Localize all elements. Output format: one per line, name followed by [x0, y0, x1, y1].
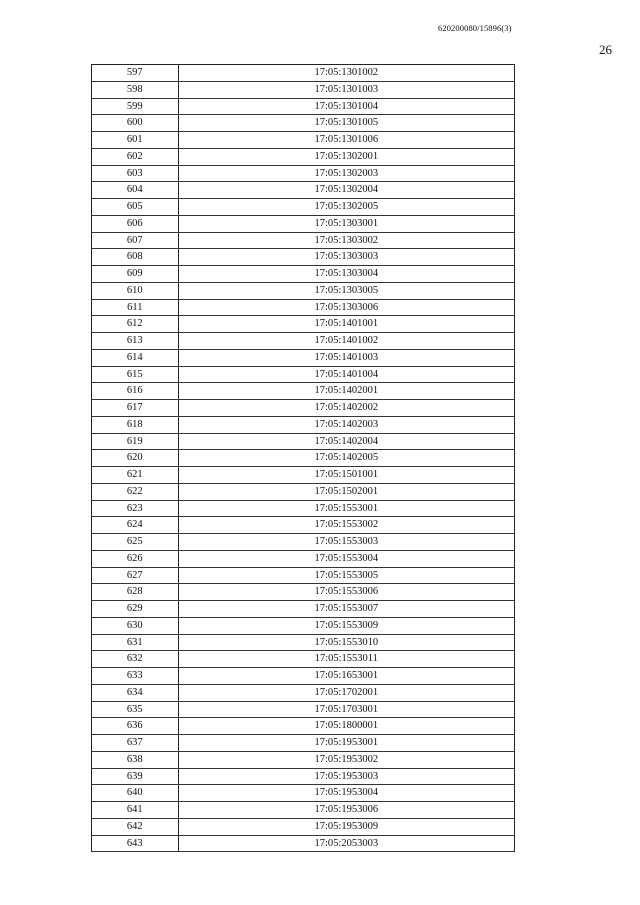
cadastral-number: 17:05:1502001	[178, 483, 514, 500]
row-number: 627	[92, 567, 179, 584]
row-number: 601	[92, 132, 179, 149]
row-number: 614	[92, 349, 179, 366]
cadastral-number: 17:05:1953002	[178, 751, 514, 768]
cadastral-number: 17:05:1302003	[178, 165, 514, 182]
cadastral-number: 17:05:1303002	[178, 232, 514, 249]
row-number: 629	[92, 601, 179, 618]
row-number: 613	[92, 333, 179, 350]
cadastral-number: 17:05:1702001	[178, 684, 514, 701]
table-row	[92, 467, 515, 484]
row-number: 643	[92, 835, 179, 852]
cadastral-number: 17:05:1553003	[178, 534, 514, 551]
cadastral-number: 17:05:2053003	[178, 835, 514, 852]
cadastral-number: 17:05:1401001	[178, 316, 514, 333]
cadastral-number: 17:05:1302001	[178, 148, 514, 165]
table-row	[92, 802, 515, 819]
cadastral-number: 17:05:1553011	[178, 651, 514, 668]
table-row	[92, 483, 515, 500]
cadastral-number: 17:05:1401003	[178, 349, 514, 366]
row-number: 616	[92, 383, 179, 400]
table-row	[92, 818, 515, 835]
cadastral-number: 17:05:1301002	[178, 65, 514, 82]
row-number: 620	[92, 450, 179, 467]
table-row	[92, 634, 515, 651]
row-number: 622	[92, 483, 179, 500]
cadastral-number: 17:05:1553007	[178, 601, 514, 618]
row-number: 618	[92, 416, 179, 433]
cadastral-number: 17:05:1953003	[178, 768, 514, 785]
cadastral-number: 17:05:1301006	[178, 132, 514, 149]
row-number: 597	[92, 65, 179, 82]
page-number: 26	[599, 42, 612, 57]
table-row	[92, 182, 515, 199]
table-row	[92, 282, 515, 299]
row-number: 608	[92, 249, 179, 266]
table-row	[92, 718, 515, 735]
table-row	[92, 785, 515, 802]
row-number: 630	[92, 617, 179, 634]
table-row	[92, 584, 515, 601]
table-row	[92, 316, 515, 333]
row-number: 598	[92, 81, 179, 98]
row-number: 633	[92, 668, 179, 685]
table-row	[92, 215, 515, 232]
cadastral-number: 17:05:1553001	[178, 500, 514, 517]
cadastral-number: 17:05:1402004	[178, 433, 514, 450]
row-number: 609	[92, 266, 179, 283]
row-number: 631	[92, 634, 179, 651]
table-row	[92, 617, 515, 634]
row-number: 602	[92, 148, 179, 165]
cadastral-number: 17:05:1553002	[178, 517, 514, 534]
table-row	[92, 735, 515, 752]
table-row	[92, 751, 515, 768]
cadastral-number: 17:05:1703001	[178, 701, 514, 718]
row-number: 623	[92, 500, 179, 517]
table-row	[92, 333, 515, 350]
row-number: 625	[92, 534, 179, 551]
row-number: 626	[92, 550, 179, 567]
cadastral-number: 17:05:1953009	[178, 818, 514, 835]
row-number: 628	[92, 584, 179, 601]
row-number: 607	[92, 232, 179, 249]
table-row	[92, 550, 515, 567]
cadastral-number: 17:05:1653001	[178, 668, 514, 685]
cadastral-number: 17:05:1303001	[178, 215, 514, 232]
cadastral-number: 17:05:1303005	[178, 282, 514, 299]
cadastral-number: 17:05:1301004	[178, 98, 514, 115]
row-number: 615	[92, 366, 179, 383]
cadastral-number: 17:05:1301005	[178, 115, 514, 132]
cadastral-number: 17:05:1553004	[178, 550, 514, 567]
table-row	[92, 517, 515, 534]
row-number: 635	[92, 701, 179, 718]
table-row	[92, 567, 515, 584]
cadastral-number: 17:05:1953004	[178, 785, 514, 802]
cadastral-number: 17:05:1402002	[178, 400, 514, 417]
table-row	[92, 81, 515, 98]
table-row	[92, 601, 515, 618]
row-number: 624	[92, 517, 179, 534]
cadastral-number: 17:05:1401002	[178, 333, 514, 350]
table-row	[92, 400, 515, 417]
cadastral-number: 17:05:1303006	[178, 299, 514, 316]
table-row	[92, 416, 515, 433]
table-row	[92, 433, 515, 450]
cadastral-number: 17:05:1953001	[178, 735, 514, 752]
row-number: 621	[92, 467, 179, 484]
table-row	[92, 249, 515, 266]
table-row	[92, 165, 515, 182]
row-number: 632	[92, 651, 179, 668]
cadastral-number: 17:05:1402005	[178, 450, 514, 467]
table-row	[92, 768, 515, 785]
table-row	[92, 266, 515, 283]
table-body	[92, 65, 515, 852]
row-number: 612	[92, 316, 179, 333]
row-number: 639	[92, 768, 179, 785]
table-row	[92, 450, 515, 467]
cadastral-number: 17:05:1553009	[178, 617, 514, 634]
table-row	[92, 65, 515, 82]
cadastral-number: 17:05:1303003	[178, 249, 514, 266]
table-row	[92, 232, 515, 249]
cadastral-number: 17:05:1402001	[178, 383, 514, 400]
cadastral-number: 17:05:1553006	[178, 584, 514, 601]
row-number: 637	[92, 735, 179, 752]
cadastral-number: 17:05:1953006	[178, 802, 514, 819]
table-row	[92, 534, 515, 551]
table-row	[92, 701, 515, 718]
row-number: 605	[92, 199, 179, 216]
row-number: 634	[92, 684, 179, 701]
table-row	[92, 366, 515, 383]
cadastral-number: 17:05:1401004	[178, 366, 514, 383]
row-number: 606	[92, 215, 179, 232]
table-row	[92, 383, 515, 400]
row-number: 599	[92, 98, 179, 115]
row-number: 641	[92, 802, 179, 819]
table-row	[92, 115, 515, 132]
row-number: 617	[92, 400, 179, 417]
table-row	[92, 132, 515, 149]
table-row	[92, 98, 515, 115]
cadastral-number: 17:05:1302005	[178, 199, 514, 216]
row-number: 636	[92, 718, 179, 735]
table-row	[92, 500, 515, 517]
table-row	[92, 148, 515, 165]
cadastral-number: 17:05:1402003	[178, 416, 514, 433]
row-number: 610	[92, 282, 179, 299]
cadastral-number: 17:05:1553010	[178, 634, 514, 651]
table-row	[92, 299, 515, 316]
table-row	[92, 349, 515, 366]
row-number: 638	[92, 751, 179, 768]
cadastral-number: 17:05:1302004	[178, 182, 514, 199]
cadastral-number-table	[91, 64, 515, 852]
row-number: 619	[92, 433, 179, 450]
table-row	[92, 199, 515, 216]
table-row	[92, 684, 515, 701]
cadastral-number: 17:05:1553005	[178, 567, 514, 584]
document-reference: 620200080/15896(3)	[438, 23, 512, 33]
cadastral-number: 17:05:1800001	[178, 718, 514, 735]
row-number: 611	[92, 299, 179, 316]
row-number: 642	[92, 818, 179, 835]
table-row	[92, 668, 515, 685]
cadastral-number: 17:05:1501001	[178, 467, 514, 484]
cadastral-number: 17:05:1301003	[178, 81, 514, 98]
row-number: 600	[92, 115, 179, 132]
table-row	[92, 651, 515, 668]
table-row	[92, 835, 515, 852]
row-number: 604	[92, 182, 179, 199]
row-number: 640	[92, 785, 179, 802]
row-number: 603	[92, 165, 179, 182]
cadastral-number: 17:05:1303004	[178, 266, 514, 283]
